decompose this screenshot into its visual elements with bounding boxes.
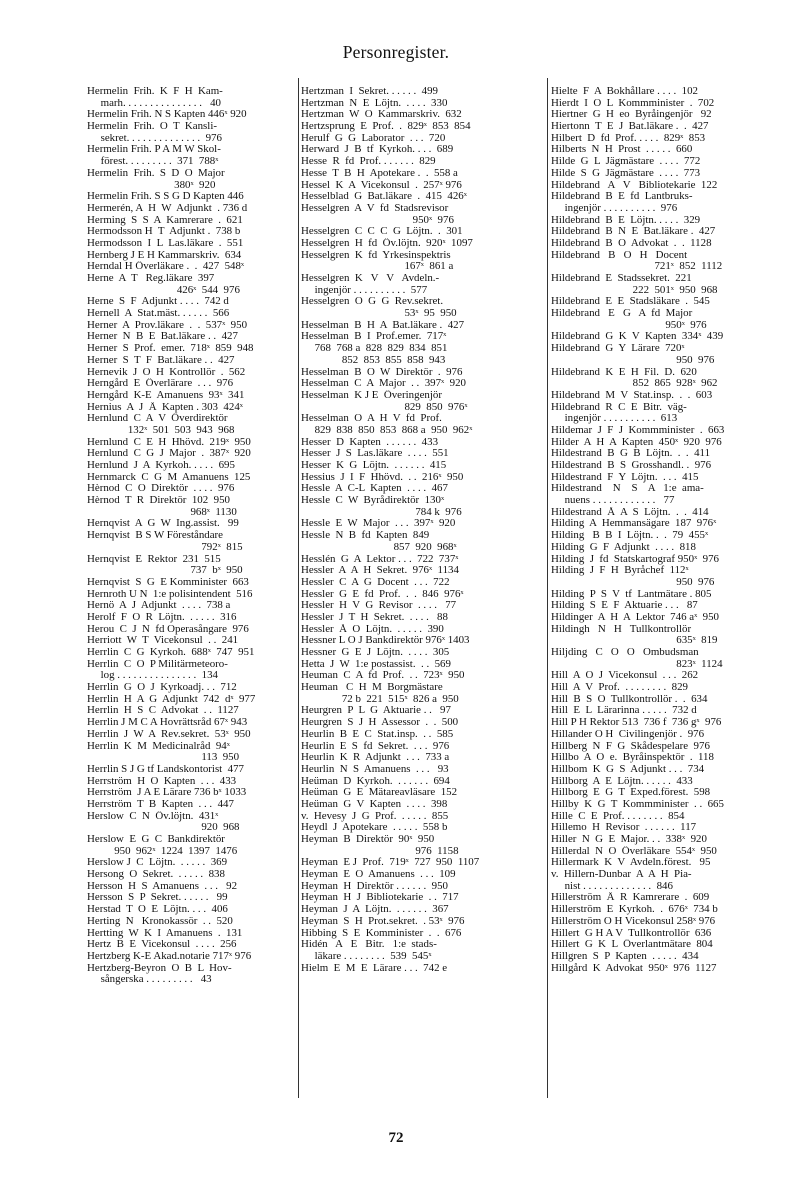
register-entry-line: Hessler A A H Sekret. 976ˣ 1134 — [301, 565, 459, 577]
register-entry-line: Hermelin Frih. S D O Major — [87, 167, 225, 179]
register-entry-line: Hildebrand E E Stadsläkare . 545 — [551, 296, 710, 308]
register-entry-line: Hillert G K L Överlantmätare 804 — [551, 939, 713, 951]
register-entry-line: Hernberg J E H Kammarskriv. 634 — [87, 249, 242, 261]
register-entry-line: Hessler C A G Docent . . . 722 — [301, 576, 450, 588]
register-entry-line: Hessius J I F Hhövd. . . 216ˣ 950 — [301, 471, 464, 483]
register-entry-line: Hillert G H A V Tullkontrollör 636 — [551, 927, 712, 939]
register-entry-line: Hernmarck C G M Amanuens 125 — [87, 471, 251, 483]
register-entry-line: Heyman H Direktör . . . . . . 950 — [301, 880, 448, 892]
register-entry-line: Hilde S G Jägmästare . . . . 773 — [551, 167, 701, 179]
register-entry-line: Hessle C W Byrådirektör 130ˣ — [301, 495, 445, 507]
register-entry-line: Herward J B tf Kyrkoh. . . . 689 — [301, 144, 454, 156]
register-entry-line: Hermodsson I L Las.läkare . 551 — [87, 237, 244, 249]
register-entry-line: Hilder A H A Kapten 450ˣ 920 976 — [551, 436, 722, 448]
register-entry-line: Hillermark K V Avdeln.förest. 95 — [551, 857, 711, 869]
register-entry-line: Hilde G L Jägmästare . . . . 772 — [551, 156, 701, 168]
register-entry-line: Hèrnod C O Direktör . . . . 976 — [87, 483, 235, 495]
register-entry-line: 976 1158 — [301, 845, 459, 857]
register-entry-line: Heurgren S J H Assessor . . 500 — [301, 717, 459, 729]
register-entry-line: Hersson S P Sekret. . . . . . 99 — [87, 892, 228, 904]
register-entry-line: Hildebrand G Y Lärare 720ˣ — [551, 343, 685, 355]
register-entry-line: Hertzberg K-E Akad.notarie 717ˣ 976 — [87, 950, 252, 962]
register-entry-line: Hiertner G H eo Byråingenjör 92 — [551, 109, 712, 121]
register-entry-line: Hesselgren A V fd Stadsrevisor — [301, 202, 449, 214]
register-entry-line: Hernqvist B S W Föreståndare — [87, 530, 224, 542]
register-entry-line: Hildebrand E Stadssekret. 221 — [551, 273, 692, 284]
register-entry-line: Hilbert D fd Prof. . . . . 829ˣ 853 — [551, 132, 706, 144]
register-entry-line: Herrlin H S C Advokat . . 1127 — [87, 705, 239, 717]
register-entry-line: Heurlin E S fd Sekret. . . . 976 — [301, 740, 450, 752]
register-entry-line: Hillberg N F G Skådespelare 976 — [551, 740, 710, 752]
register-entry-line: Hermodsson H T Adjunkt . 738 b — [87, 226, 241, 238]
register-entry-line: 768 768 a 828 829 834 851 — [301, 343, 448, 355]
register-entry-line: Hertzman N E Löjtn. . . . . 330 — [301, 97, 448, 109]
register-entry-line: Hesselman K J E Överingenjör — [301, 389, 442, 401]
register-entry-line: 950 976 — [551, 576, 715, 588]
register-entry-line: Hill B S O Tullkontrollör . . 634 — [551, 693, 708, 705]
register-entry-line: Hielm E M E Lärare . . . 742 e — [301, 962, 448, 974]
register-entry-line: Heurlin N S Amanuens . . . 93 — [301, 763, 449, 775]
register-entry-line: Herne A T Reg.läkare 397 — [87, 273, 215, 284]
register-entry-line: Hertzsprung E Prof. . 829ˣ 853 854 — [301, 121, 471, 133]
register-entry-line: 737 bˣ 950 — [87, 565, 243, 577]
register-entry-line: ingenjör . . . . . . . . . . 577 — [301, 284, 428, 296]
register-entry-line: Hertz B E Vicekonsul . . . . 256 — [87, 939, 237, 951]
register-entry-line: Hildemar J F J Kommminister . 663 — [551, 424, 725, 436]
register-entry-line: Herrström J A E Lärare 736 bˣ 1033 — [87, 787, 247, 799]
register-entry-line: Hesselman B I Prof.emer. 717ˣ — [301, 331, 447, 343]
register-entry-line: Heyman E O Amanuens . . . 109 — [301, 869, 456, 881]
register-entry-line: Hildebrand B O Advokat . . 1128 — [551, 237, 712, 249]
register-entry-line: Hillbom K G S Adjunkt . . . 734 — [551, 763, 705, 775]
register-entry-line: Hilding G F Adjunkt . . . . 818 — [551, 541, 696, 553]
register-entry-line: Herner N B E Bat.läkare . . 427 — [87, 331, 238, 343]
register-entry-line: Hillborg A E Löjtn. . . . . . 433 — [551, 775, 693, 787]
register-entry-line: Heydl J Apotekare . . . . . 558 b — [301, 822, 448, 834]
register-entry-line: Hessel K A Vicekonsul . 257ˣ 976 — [301, 179, 462, 191]
register-entry-line: 829 850 976ˣ — [301, 401, 468, 413]
register-entry-line: Heyman B Direktör 90ˣ 950 — [301, 834, 435, 845]
register-entry-line: Hibbing S E Komminister . . 676 — [301, 927, 462, 939]
register-column-1 — [87, 86, 331, 986]
register-entry-line: 132ˣ 501 503 943 968 — [87, 424, 235, 436]
register-entry-line: Hesser J S Las.läkare . . . . 551 — [301, 448, 449, 460]
register-entry-line: 852 853 855 858 943 — [301, 354, 446, 366]
register-entry-line: 635ˣ 819 — [551, 635, 718, 647]
register-entry-line: 950 976 — [551, 354, 715, 366]
register-entry-line: Heüman D Kyrkoh. . . . . . . 694 — [301, 775, 450, 787]
register-entry-line: Hermerén, A H W Adjunkt . 736 d — [87, 202, 248, 214]
register-entry-line: Hesselman C A Major . . 397ˣ 920 — [301, 378, 466, 390]
register-entry-line: Hill A V Prof. . . . . . . . . 829 — [551, 682, 688, 694]
register-entry-line: Hesser D Kapten . . . . . . 433 — [301, 436, 439, 448]
register-entry-line: Hesselgren O G G Rev.sekret. — [301, 296, 444, 308]
register-entry-line: 829 838 850 853 868 a 950 962ˣ — [301, 424, 473, 436]
register-entry-line: Hillby K G T Kommminister . . 665 — [551, 798, 724, 810]
register-entry-line: Hernlund C A V Överdirektör — [87, 413, 228, 425]
register-entry-line: nuens . . . . . . . . . . . . 77 — [551, 495, 675, 507]
register-entry-line: Hessler H V G Revisor . . . . 77 — [301, 600, 457, 612]
register-entry-line: Hidén A E Bitr. 1:e stads- — [301, 939, 437, 951]
register-entry-line: v. Hillern-Dunbar A A H Pia- — [551, 869, 692, 881]
register-entry-line: Heyman J A Löjtn. . . . . . . 367 — [301, 904, 449, 916]
register-entry-line: Hesse R fd Prof. . . . . . . 829 — [301, 156, 436, 168]
register-entry-line: Hessle E W Major . . . 397ˣ 920 — [301, 518, 456, 530]
register-entry-line: Heyman S H Prot.sekret. . 53ˣ 976 — [301, 915, 465, 927]
register-entry-line: Hilding B B I Löjtn. . . 79 455ˣ — [551, 530, 709, 542]
register-entry-line: Hiljding C O O Ombudsman — [551, 647, 699, 658]
register-entry-line: Hermelin Frih. O T Kansli- — [87, 121, 217, 133]
register-entry-line: Hildebrand B O H Docent — [551, 249, 688, 261]
register-entry-line: Hernlund J A Kyrkoh. . . . . 695 — [87, 460, 235, 471]
register-entry-line: Herming S S A Kamrerare . 621 — [87, 214, 243, 226]
register-entry-line: Heyman H J Bibliotekarie . . 717 — [301, 892, 459, 904]
register-entry-line: Hernlund C G J Major . 387ˣ 920 — [87, 448, 251, 460]
register-entry-line: Hermelin Frih. S S G D Kapten 446 — [87, 191, 244, 203]
register-entry-line: Hernlund C E H Hhövd. 219ˣ 950 — [87, 436, 251, 448]
register-entry-line: Hill A O J Vicekonsul . . . 262 — [551, 670, 699, 682]
register-entry-line: Hertzberg-Beyron O B L Hov- — [87, 962, 232, 974]
register-entry-line: Herner S T F Bat.läkare . . 427 — [87, 354, 235, 366]
register-entry-line: 950ˣ 976 — [301, 214, 454, 226]
register-entry-line: Hesselman B H A Bat.läkare . 427 — [301, 319, 465, 331]
register-entry-line: Heüman G V Kapten . . . . 398 — [301, 798, 448, 810]
register-entry-line: Hessler J T H Sekret. . . . . 88 — [301, 611, 448, 623]
register-entry-line: Heyman E J Prof. 719ˣ 727 950 1107 — [301, 857, 480, 869]
register-entry-line: Herrlin C G Kyrkoh. 688ˣ 747 951 — [87, 647, 255, 658]
register-entry-line: marh. . . . . . . . . . . . . . . 40 — [87, 97, 222, 109]
register-entry-line: 380ˣ 920 — [87, 179, 216, 191]
register-entry-line: 72 b 221 515ˣ 826 a 950 — [301, 693, 459, 705]
register-entry-line: Hernqvist E Rektor 231 515 — [87, 553, 221, 565]
register-entry-line: Hildestrand Å A S Löjtn. . . 414 — [551, 506, 709, 518]
register-entry-line: 852 865 928ˣ 962 — [551, 378, 718, 390]
register-entry-line: Hertting W K I Amanuens . 131 — [87, 927, 243, 939]
register-entry-line: Hessle N B fd Kapten 849 — [301, 530, 430, 542]
page-title: Personregister. — [342, 42, 450, 62]
register-entry-line: Herriott W T Vicekonsul . . 241 — [87, 635, 239, 647]
register-entry-line: Hildestrand B S Grosshandl. . 976 — [551, 460, 712, 471]
register-entry-line: Hildestrand F Y Löjtn. . . . 415 — [551, 471, 699, 483]
register-entry-line: Herslow J C Löjtn. . . . . . 369 — [87, 857, 228, 869]
register-entry-line: Hildebrand R C E Bitr. väg- — [551, 401, 687, 413]
register-entry-line: Hessner G E J Löjtn. . . . . 305 — [301, 647, 450, 658]
register-entry-line: Heuman C A fd Prof. . . 723ˣ 950 — [301, 670, 465, 682]
register-entry-line: sekret. . . . . . . . . . . . . . 976 — [87, 132, 222, 144]
register-entry-line: läkare . . . . . . . . 539 545ˣ — [301, 950, 432, 962]
register-entry-line: Hildebrand B E Löjtn. . . . . 329 — [551, 214, 701, 226]
register-entry-line: ingenjör . . . . . . . . . . 976 — [551, 202, 678, 214]
register-entry-line: Hillgård K Advokat 950ˣ 976 1127 — [551, 962, 717, 974]
register-entry-line: Hesselgren K fd Yrkesinspektris — [301, 249, 451, 261]
register-entry-line: Hillgren S P Kapten . . . . . 434 — [551, 950, 699, 962]
register-entry-line: Hessler Å O Löjtn. . . . . . 390 — [301, 623, 444, 635]
register-entry-line: Herstad T O E Löjtn. . . . 406 — [87, 904, 228, 916]
register-entry-line: Hildebrand G K V Kapten 334ˣ 439 — [551, 331, 724, 343]
register-entry-line: Hildebrand A V Bibliotekarie 122 — [551, 179, 718, 191]
register-entry-line: Hesse T B H Apotekare . . 558 a — [301, 167, 458, 179]
register-entry-line: Hildebrand E G A fd Major — [551, 308, 693, 320]
register-entry-line: Hersong O Sekret. . . . . . 838 — [87, 869, 225, 881]
register-entry-line: Hessle A C-L Kapten . . . . 467 — [301, 483, 448, 495]
register-entry-line: Hesselgren C C C G Löjtn. . 301 — [301, 226, 463, 238]
register-entry-line: Herolf F O R Löjtn. . . . . . 316 — [87, 611, 237, 623]
register-entry-line: Hesselgren K V V Avdeln.- — [301, 273, 440, 284]
register-entry-line: Hessner L O J Bankdirektör 976ˣ 1403 — [301, 635, 470, 647]
register-entry-line: Hillerdal N O Överläkare 554ˣ 950 — [551, 845, 717, 857]
register-entry-line: 784 k 976 — [301, 506, 462, 518]
page-number: 72 — [388, 1130, 404, 1146]
register-entry-line: Hernroth U N 1:e polisintendent 516 — [87, 588, 253, 600]
register-entry-line: 950 962ˣ 1224 1397 1476 — [87, 845, 238, 857]
register-entry-line: Hiller N G E Major. . . 338ˣ 920 — [551, 834, 707, 845]
register-entry-line: Hesser K G Löjtn. . . . . . . 415 — [301, 460, 447, 471]
register-entry-line: Hilberts N H Prost . . . . . 660 — [551, 144, 693, 156]
register-entry-line: Heurlin K R Adjunkt . . . 733 a — [301, 752, 450, 764]
register-entry-line: Hilding A Hemmansägare 187 976ˣ — [551, 518, 717, 530]
register-entry-line: Hernevik J O H Kontrollör . 562 — [87, 366, 246, 378]
register-column-3 — [551, 86, 792, 974]
register-entry-line: Hildebrand B N E Bat.läkare . 427 — [551, 226, 716, 238]
register-entry-line: Hetta J W 1:e postassist. . . 569 — [301, 658, 451, 670]
register-entry-line: 920 968 — [87, 822, 240, 834]
register-entry-line: Heurlin B E C Stat.insp. . . 585 — [301, 728, 454, 740]
register-entry-line: Hilding J fd Statskartograf 950ˣ 976 — [551, 553, 720, 565]
register-entry-line: 426ˣ 544 976 — [87, 284, 240, 296]
register-entry-line: Hildinger A H A Lektor 746 aˣ 950 — [551, 611, 720, 623]
column-divider — [547, 78, 548, 1098]
register-entry-line: Hèrnod T R Direktör 102 950 — [87, 495, 230, 507]
register-entry-line: Hille C E Prof. . . . . . . . 854 — [551, 810, 685, 822]
register-entry-line: Herndal H Överläkare . . 427 548ˣ — [87, 261, 245, 273]
register-entry-line: Hernqvist A G W Ing.assist. 99 — [87, 518, 239, 530]
register-entry-line: Herrlin H A G Adjunkt 742 dˣ 977 — [87, 693, 256, 705]
register-entry-line: Herngård E Överlärare . . . 976 — [87, 378, 234, 390]
register-entry-line: Herrström T B Kapten . . . 447 — [87, 798, 234, 810]
register-entry-line: 823ˣ 1124 — [551, 658, 723, 670]
register-entry-line: Hermelin Frih. P A M W Skol- — [87, 144, 221, 156]
register-entry-line: 950ˣ 976 — [551, 319, 707, 331]
register-entry-line: Herslow E G C Bankdirektör — [87, 834, 225, 845]
register-entry-line: Hernö A J Adjunkt . . . . 738 a — [87, 600, 231, 612]
register-entry-line: Hertzman W O Kammarskriv. 632 — [301, 109, 462, 121]
register-entry-line: 857 920 968ˣ — [301, 541, 457, 553]
register-entry-line: Herulf G G Laborator . . . 720 — [301, 132, 446, 144]
register-entry-line: Hersson H S Amanuens . . . 92 — [87, 880, 238, 892]
register-entry-line: Hill E L Lärarinna . . . . . 732 d — [551, 705, 697, 717]
register-entry-line: Herrlin S J G tf Landskontorist 477 — [87, 763, 244, 775]
register-entry-line: Herngård K-E Amanuens 93ˣ 341 — [87, 389, 245, 401]
register-entry-line: Hillerström E Kyrkoh. . 676ˣ 734 b — [551, 904, 718, 916]
register-entry-line: 721ˣ 852 1112 — [551, 261, 723, 273]
register-entry-line: Herner S Prof. emer. 718ˣ 859 948 — [87, 343, 254, 355]
register-entry-line: Hildebrand B E fd Lantbruks- — [551, 191, 693, 203]
register-entry-line: Hilding P S V tf Lantmätare . 805 — [551, 588, 712, 600]
register-entry-line: Hesselgren H fd Öv.löjtn. 920ˣ 1097 — [301, 237, 473, 249]
register-entry-line: Hielte F A Bokhållare . . . . 102 — [551, 86, 699, 97]
register-entry-line: Heuman C H M Borgmästare — [301, 682, 443, 694]
register-entry-line: Hildestrand N S A 1:e ama- — [551, 483, 704, 495]
register-entry-line: Hesselblad G Bat.läkare . 415 426ˣ — [301, 191, 467, 203]
register-entry-line: Herrström H O Kapten . . . 433 — [87, 775, 237, 787]
register-entry-line: Hillander O H Civilingenjör . 976 — [551, 728, 705, 740]
register-entry-line: Hertzman I Sekret. . . . . . 499 — [301, 86, 439, 97]
register-entry-line: Hilding J F H Byråchef 112ˣ — [551, 565, 689, 577]
register-entry-line: Herner A Prov.läkare . . 537ˣ 950 — [87, 319, 248, 331]
register-entry-line: Herrlin J M C A Hovrättsråd 67ˣ 943 — [87, 717, 248, 729]
register-entry-line: 968ˣ 1130 — [87, 506, 237, 518]
register-entry-line: Hernqvist S G E Komminister 663 — [87, 576, 249, 588]
register-column-2 — [301, 86, 547, 974]
register-entry-line: 167ˣ 861 a — [301, 261, 454, 273]
register-entry-line: Hesslén G A Lektor . . . 722 737ˣ — [301, 553, 459, 565]
register-entry-line: v. Hevesy J G Prof. . . . . . 855 — [301, 810, 449, 822]
register-entry-line: Hildingh N H Tullkontrollör — [551, 623, 692, 635]
register-entry-line: Hildestrand B G B Löjtn. . . 411 — [551, 448, 711, 460]
register-entry-line: Herou C J N fd Operasångare 976 — [87, 623, 249, 635]
register-entry-line: Hillbo A O e. Byråinspektör . 118 — [551, 752, 714, 764]
register-entry-line: Hermelin Frih. N S Kapten 446ˣ 920 — [87, 109, 247, 121]
register-entry-line: Hildebrand K E H Fil. D. 620 — [551, 366, 697, 378]
register-entry-line: Herrlin C O P Militärmeteoro- — [87, 658, 228, 670]
register-entry-line: nist . . . . . . . . . . . . . 846 — [551, 880, 673, 892]
register-entry-line: Hernell A Stat.mäst. . . . . . 566 — [87, 308, 230, 320]
register-entry-line: Hillerström Å R Kamrerare . 609 — [551, 892, 710, 904]
register-entry-line: Herrlin K M Medicinalråd 94ˣ — [87, 740, 230, 752]
register-entry-line: Hillborg E G T Exped.förest. 598 — [551, 787, 711, 799]
register-entry-line: 113 950 — [87, 752, 240, 764]
register-entry-line: Hilding S E F Aktuarie . . . 87 — [551, 600, 698, 612]
register-entry-line: Hessler G E fd Prof. . . 846 976ˣ — [301, 588, 464, 600]
register-entry-line: Hernius A J Å Kapten . 303 424ˣ — [87, 401, 243, 413]
register-entry-line: Heurgren P L G Aktuarie . . 97 — [301, 705, 451, 717]
register-entry-line: Hierdt I O L Kommminister . 702 — [551, 97, 715, 109]
register-entry-line: Herting N Kronokassör . . 520 — [87, 915, 233, 927]
register-entry-line: 222 501ˣ 950 968 — [551, 284, 718, 296]
register-entry-line: sångerska . . . . . . . . . 43 — [87, 974, 212, 986]
register-entry-line: Herslow C N Öv.löjtn. 431ˣ — [87, 810, 219, 822]
register-entry-line: Hiertonn T E J Bat.läkare . . 427 — [551, 121, 709, 133]
register-entry-line: Hermelin Frih. K F H Kam- — [87, 86, 223, 97]
register-entry-line: Hillemo H Revisor . . . . . . 117 — [551, 822, 697, 834]
register-entry-line: Hillerström O H Vicekonsul 258ˣ 976 — [551, 915, 716, 927]
register-entry-line: ingenjör . . . . . . . . . . 613 — [551, 413, 678, 425]
register-entry-line: Hildebrand M V Stat.insp. . . 603 — [551, 389, 713, 401]
register-entry-line: Herne S F Adjunkt . . . . 742 d — [87, 296, 229, 308]
register-entry-line: log . . . . . . . . . . . . . . . 134 — [87, 670, 218, 682]
register-entry-line: förest. . . . . . . . . 371 788ˣ — [87, 156, 219, 168]
register-entry-line: 792ˣ 815 — [87, 541, 243, 553]
register-entry-line: 53ˣ 95 950 — [301, 308, 457, 320]
register-entry-line: Heüman G E Mätareavläsare 152 — [301, 787, 458, 799]
register-entry-line: Hesselman O A H V fd Prof. — [301, 413, 442, 425]
register-entry-line: Herrlin J W A Rev.sekret. 53ˣ 950 — [87, 728, 251, 740]
register-entry-line: Hill P H Rektor 513 736 f 736 gˣ 976 — [551, 717, 722, 729]
register-entry-line: Herrlin G O J Kyrkoadj. . . 712 — [87, 682, 237, 694]
register-entry-line: Hesselman B O W Direktör . 976 — [301, 366, 463, 378]
